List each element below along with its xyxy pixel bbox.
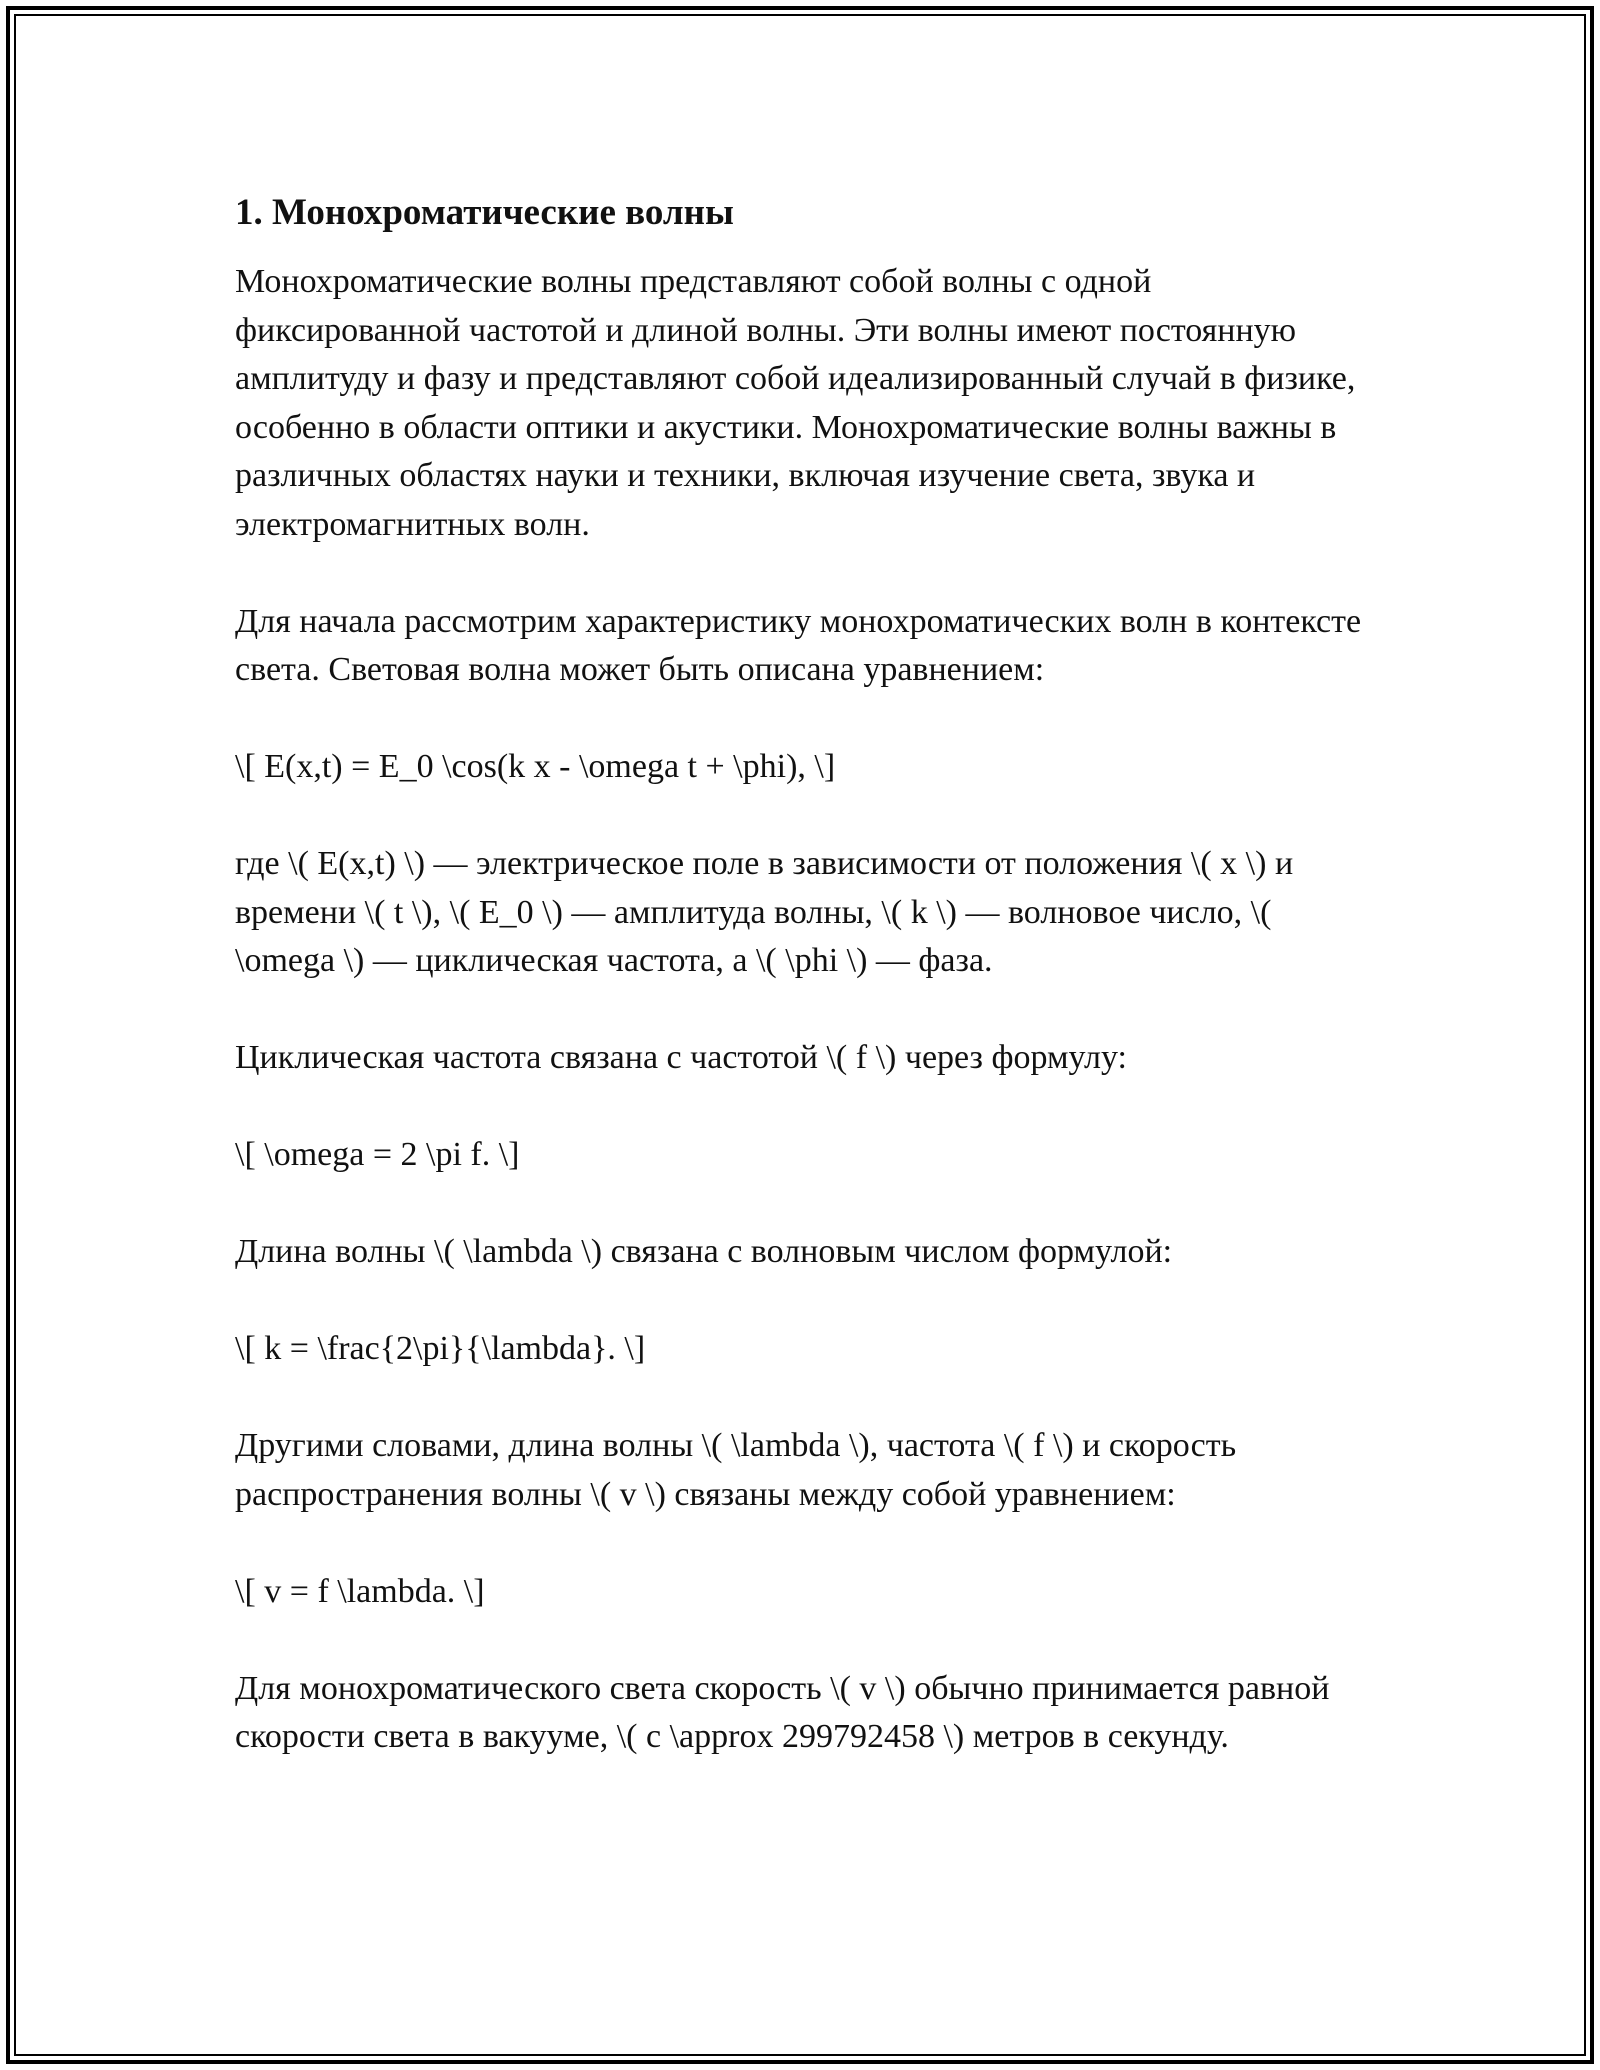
paragraph-wavelength: Длина волны \( \lambda \) связана с волновым числом формулой: — [235, 1233, 1173, 1270]
paragraph-speed-of-light: Для монохроматического света скорость \( v \) обычно принимается равной скорости света в вакууме, \( c \approx 299792458 \) метров в секунду. — [235, 1669, 1330, 1755]
section-heading: 1. Монохроматические волны — [235, 192, 734, 233]
paragraph-definitions: где \( E(x,t) \) — электрическое поле в зависимости от положения \( x \) и времени \( t \), \( E_0 \) — амплитуда волны, \( k \) — волновое число, \( \omega \) — циклическая частота, а \( \phi \) — фаза. — [235, 845, 1294, 979]
equation-omega: \[ \omega = 2 \pi f. \] — [235, 1136, 520, 1173]
equation-velocity: \[ v = f \lambda. \] — [235, 1572, 485, 1610]
equation-wave: \[ E(x,t) = E_0 \cos(k x - \omega t + \phi), \] — [235, 748, 836, 785]
paragraph-intro: Монохроматические волны представляют собой волны с одной фиксированной частотой и длиной волны. Эти волны имеют постоянную амплитуду и фазу и представляют собой идеализированный случай в физике, особенно в области оптики и акустики. Монохроматические волны важны в различных областях науки и техники, включая изучение света, звука и электромагнитных волн. — [235, 263, 1356, 543]
equation-wavenumber: \[ k = \frac{2\pi}{\lambda}. \] — [235, 1330, 646, 1367]
paragraph-cyclic-frequency: Циклическая частота связана с частотой \( f \) через формулу: — [235, 1039, 1127, 1076]
paragraph-light-wave: Для начала рассмотрим характеристику монохроматических волн в контексте света. Световая волна может быть описана уравнением: — [235, 602, 1362, 688]
paragraph-relation: Другими словами, длина волны \( \lambda \), частота \( f \) и скорость распространения волны \( v \) связаны между собой уравнением: — [235, 1427, 1237, 1513]
document-body — [235, 188, 1365, 1810]
